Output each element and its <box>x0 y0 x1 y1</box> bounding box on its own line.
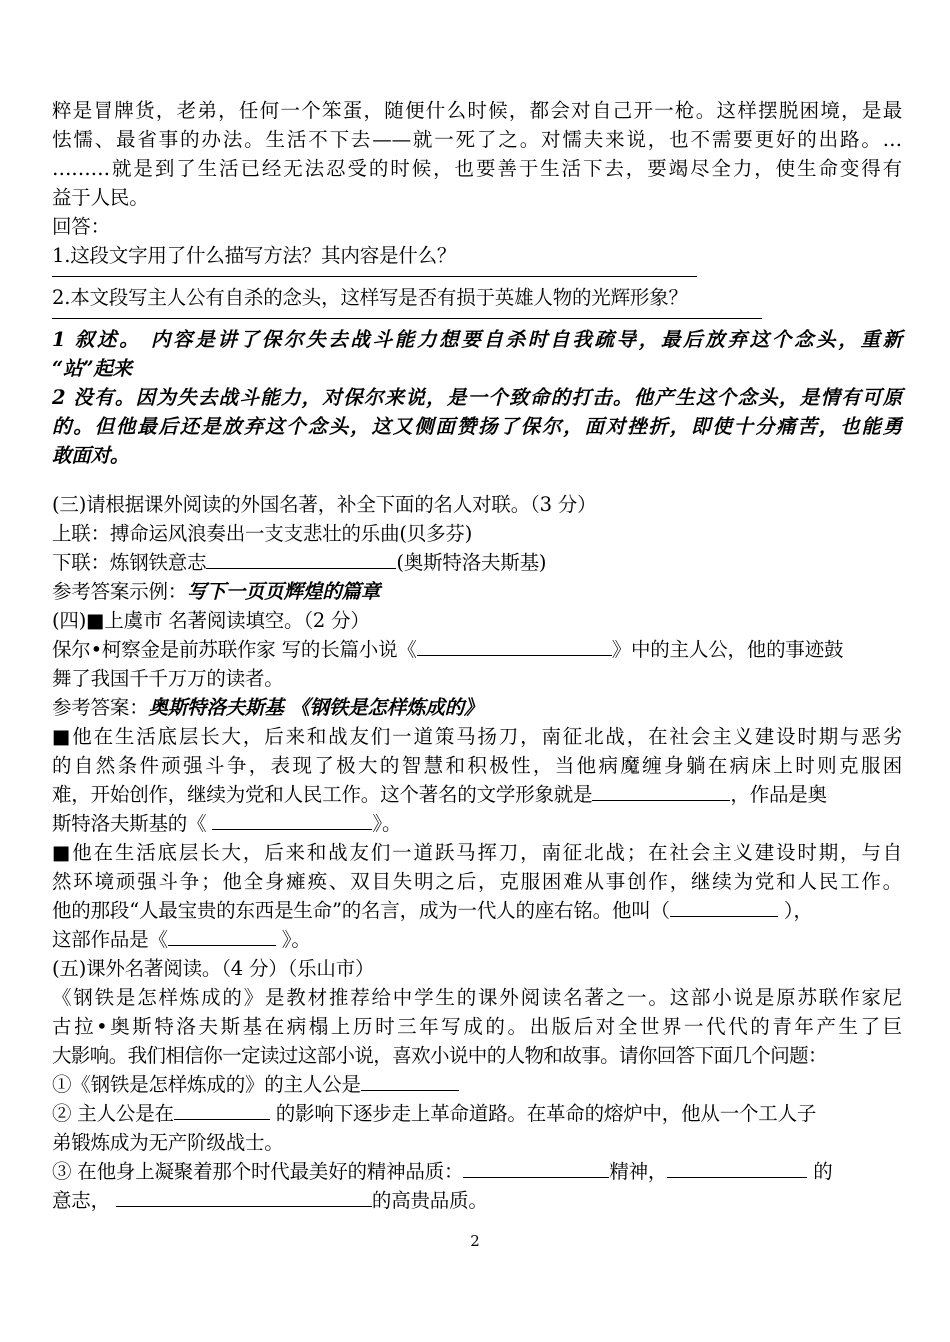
couplet-lower-prefix: 下联：炼钢铁意志 <box>52 551 207 574</box>
question-item <box>52 1157 902 1186</box>
text-line: 怯懦、最省事的办法。生活不下去——就一死了之。对懦夫来说，也不需要更好的出路。… <box>52 128 902 151</box>
reference-label: 参考答案： <box>52 696 149 719</box>
section-4-reference <box>52 693 902 722</box>
question-text: ② 主人公是在 <box>52 1102 174 1125</box>
fill-blank <box>168 927 276 946</box>
question-text: 的 <box>807 1160 833 1183</box>
couplet-upper: 上联：搏命运风浪奏出一支支悲壮的乐曲(贝多芬) <box>52 522 473 545</box>
question-text: 的影响下逐步走上革命道路。在革命的熔炉中，他从一个工人子 <box>269 1102 817 1125</box>
question-2: 2.本文段写主人公有自杀的念头，这样写是否有损于英雄人物的光辉形象？ <box>52 286 688 309</box>
section-3-title: (三)请根据课外阅读的外国名著，补全下面的名人对联。（3 分） <box>52 493 597 516</box>
text-line: 的自然条件顽强斗争，表现了极大的智慧和积极性，当他病魔缠身躺在病床上时则克服困 <box>52 754 902 777</box>
text-line <box>52 896 902 925</box>
spacer <box>52 470 902 490</box>
question-text: 难，开始创作，继续为党和人民工作。这个著名的文学形象就是 <box>52 783 593 806</box>
question-text: 保尔•柯察金是前苏联作家 写的长篇小说《 <box>52 638 417 661</box>
text-line: ■他在生活底层长大，后来和战友们一道策马扬刀，南征北战，在社会主义建设时期与恶劣 <box>52 725 902 748</box>
text-line: 《钢铁是怎样炼成的》是教材推荐给中学生的课外阅读名著之一。这部小说是原苏联作家尼 <box>52 986 902 1009</box>
question-text: ①《钢铁是怎样炼成的》的主人公是 <box>52 1073 361 1096</box>
text-line: ………就是到了生活已经无法忍受的时候，也要善于生活下去，要竭尽全力，使生命变得有 <box>52 157 902 180</box>
fill-blank <box>592 782 730 801</box>
text-line: 弟锻炼成为无产阶级战士。 <box>52 1131 284 1154</box>
page-number: 2 <box>470 1232 480 1250</box>
answer-text: 1 叙述。 内容是讲了保尔失去战斗能力想要自杀时自我疏导，最后放弃这个念头，重新 <box>52 328 902 351</box>
text-line: 粹是冒牌货，老弟，任何一个笨蛋，随便什么时候，都会对自己开一枪。这样摆脱困境，是最 <box>52 99 902 122</box>
reference-label: 参考答案示例： <box>52 580 188 603</box>
text-line <box>52 780 902 809</box>
question-item <box>52 1186 902 1215</box>
text-line: 益于人民。 <box>52 186 149 209</box>
document-page <box>52 96 902 1215</box>
question-text: 》。 <box>275 928 311 951</box>
section-4-title: (四)■上虞市 名著阅读填空。（2 分） <box>52 609 370 632</box>
answer-text: 的。但他最后还是放弃这个念头，这又侧面赞扬了保尔，面对挫折，即使十分痛苦，也能勇 <box>52 415 902 438</box>
text-line: 回答： <box>52 215 110 238</box>
text-line: ■他在生活底层长大，后来和战友们一道跃马挥刀，南征北战；在社会主义建设时期，与自 <box>52 841 902 864</box>
section-5-title: (五)课外名著阅读。（4 分）（乐山市） <box>52 957 375 980</box>
question-text: 斯特洛夫斯基的《 <box>52 812 213 835</box>
answer-text: 2 没有。因为失去战斗能力，对保尔来说，是一个致命的打击。他产生这个念头，是情有可原 <box>52 386 902 409</box>
question-item <box>52 1070 902 1099</box>
question-text: 》。 <box>372 812 402 835</box>
fill-blank <box>417 637 612 656</box>
couplet-lower <box>52 548 902 577</box>
question-text: 意志， <box>52 1189 116 1212</box>
question-text: 他的那段“人最宝贵的东西是生命”的名言，成为一代人的座右铭。他叫（ <box>52 899 670 922</box>
question-text: 的高贵品质。 <box>371 1189 488 1212</box>
fill-blank <box>670 898 778 917</box>
text-line: 大影响。我们相信你一定读过这部小说，喜欢小说中的人物和故事。请你回答下面几个问题： <box>52 1044 827 1067</box>
fill-blank <box>116 1188 372 1207</box>
fill-blank <box>206 550 396 569</box>
text-line: 古拉•奥斯特洛夫斯基在病榻上历时三年写成的。出版后对全世界一代代的青年产生了巨 <box>52 1015 902 1038</box>
answer-text: “站”起来 <box>52 357 132 380</box>
answer-line <box>52 318 762 319</box>
question-text: ，作品是奥 <box>730 783 827 806</box>
text-line: 然环境顽强斗争；他全身瘫痪、双目失明之后，克服困难从事创作，继续为党和人民工作。 <box>52 870 902 893</box>
fill-blank <box>174 1101 270 1120</box>
fill-blank <box>667 1159 807 1178</box>
question-1: 1.这段文字用了什么描写方法？其内容是什么？ <box>52 244 457 267</box>
question-text: ）， <box>777 899 813 922</box>
answer-text: 敢面对。 <box>52 444 130 467</box>
section-3-reference <box>52 577 902 606</box>
reference-answer: 写下一页页辉煌的篇章 <box>187 580 381 603</box>
text-line: 舞了我国千千万万的读者。 <box>52 667 284 690</box>
couplet-lower-suffix: (奥斯特洛夫斯基) <box>396 551 547 574</box>
text-line <box>52 925 902 954</box>
fill-blank <box>463 1159 609 1178</box>
text-line <box>52 809 902 838</box>
fill-blank <box>212 811 372 830</box>
fill-blank <box>361 1072 459 1091</box>
question-item <box>52 1099 902 1128</box>
question-text: 这部作品是《 <box>52 928 168 951</box>
section-4-question <box>52 635 902 664</box>
question-text: ③ 在他身上凝聚着那个时代最美好的精神品质： <box>52 1160 464 1183</box>
answer-line <box>52 276 697 277</box>
question-text: 》中的主人公，他的事迹鼓 <box>611 638 844 661</box>
reference-answer: 奥斯特洛夫斯基 《钢铁是怎样炼成的》 <box>148 696 484 719</box>
question-text: 精神， <box>609 1160 668 1183</box>
